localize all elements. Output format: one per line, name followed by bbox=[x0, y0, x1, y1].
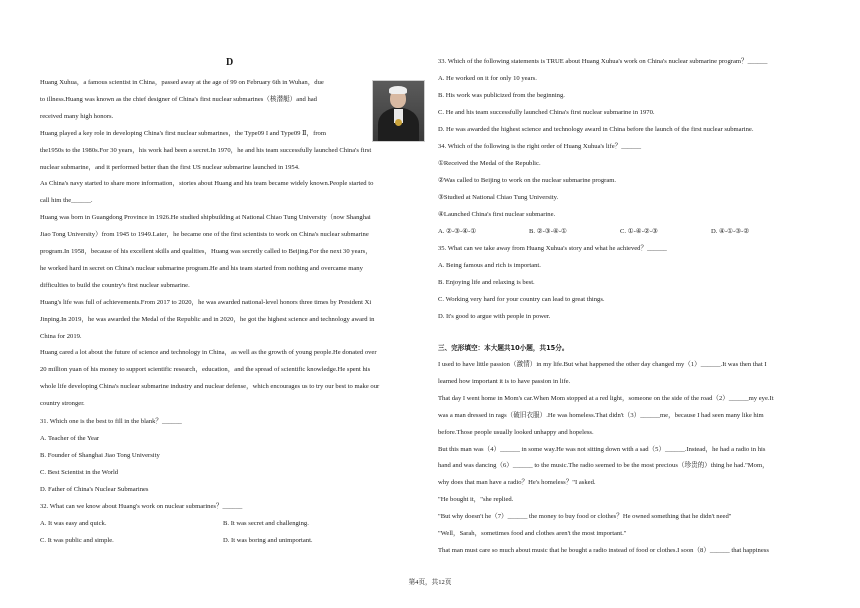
cloze-line: That day I went home in Mom's car.When Mom stopped at a red light，someone on the side of the road（2）______my eye.It bbox=[438, 394, 774, 402]
q34-event-1: ①Received the Medal of the Republic. bbox=[438, 160, 541, 167]
passage-line: Huang was born in Guangdong Province in 1926.He studied shipbuilding at National Chiao Tung University（now Shanghai bbox=[40, 214, 371, 222]
q35-option-b: B. Enjoying life and relaxing is best. bbox=[438, 279, 535, 286]
q31-option-b: B. Founder of Shanghai Jiao Tong University bbox=[40, 452, 160, 459]
passage-line: call him the______. bbox=[40, 197, 93, 205]
page-footer: 第4页，共12页 bbox=[408, 579, 452, 586]
cloze-line: That man must care so much about music that he bought a radio instead of food or clothes.I soon（8）______ that happiness bbox=[438, 546, 769, 554]
q32-option-b: B. It was secret and challenging. bbox=[223, 520, 309, 527]
cloze-line: before.Those people usually looked unhappy and hopeless. bbox=[438, 428, 594, 436]
passage-line: China for 2019. bbox=[40, 332, 82, 340]
q34-event-4: ④Launched China's first nuclear submarine. bbox=[438, 211, 556, 218]
passage-line: Jinping.In 2019，he was awarded the Medal of the Republic and in 2020，he got the highest science and technology award in bbox=[40, 315, 375, 323]
q31-option-a: A. Teacher of the Year bbox=[40, 435, 100, 442]
q32-option-a: A. It was easy and quick. bbox=[40, 520, 107, 527]
cloze-line: "Well，Sarah，sometimes food and clothes aren't the most important." bbox=[438, 530, 627, 537]
q34-event-3: ③Studied at National Chiao Tung University. bbox=[438, 194, 559, 201]
passage-line: Jiao Tong University）from 1945 to 1949.Later，he became one of the first scientists to work on China's nuclear submarine bbox=[40, 231, 369, 239]
cloze-line: why does that man have a radio？He's homeless？"I asked. bbox=[438, 479, 596, 487]
q31-option-d: D. Father of China's Nuclear Submarines bbox=[40, 486, 149, 493]
q35-option-d: D. It's good to argue with people in power. bbox=[438, 313, 551, 320]
q33-stem: 33. Which of the following statements is TRUE about Huang Xuhua's work on China's nuclear submarine program？______ bbox=[438, 58, 768, 65]
passage-line: Huang's life was full of achievements.From 2017 to 2020，he was awarded national-level honors three times by President Xi bbox=[40, 298, 372, 306]
q33-option-c: C. He and his team successfully launched China's first nuclear submarine in 1970. bbox=[438, 109, 655, 116]
q31-option-c: C. Best Scientist in the World bbox=[40, 469, 119, 476]
q31-stem: 31. Which one is the best to fill in the blank？______ bbox=[40, 418, 182, 425]
passage-line: 20 million yuan of his money to support scientific research，education，and the spread of scientific knowledge.He spent his bbox=[40, 366, 371, 374]
q34-stem: 34. Which of the following is the right order of Huang Xuhua's life？______ bbox=[438, 143, 642, 150]
q33-option-a: A. He worked on it for only 10 years. bbox=[438, 75, 537, 82]
passage-line: program.In 1958，because of his excellent skills and qualities，Huang was secretly called to Beijing.For the next 30 years， bbox=[40, 248, 372, 255]
cloze-line: learned how important it is to have passion in life. bbox=[438, 377, 571, 385]
passage-line: he worked hard in secret on China's nuclear submarine program.He and his team started from nothing and overcame many bbox=[40, 264, 363, 272]
q34-option-c: C. ①-④-②-③ bbox=[620, 228, 658, 235]
q34-option-d: D. ④-①-③-② bbox=[711, 228, 750, 235]
q33-option-b: B. His work was publicized from the beginning. bbox=[438, 92, 565, 99]
q35-option-a: A. Being famous and rich is important. bbox=[438, 262, 541, 269]
cloze-line: But this man was（4）______ in some way.He was not sitting down with a sad（5）______.Instead，he had a radio in his bbox=[438, 445, 766, 453]
passage-line: Huang played a key role in developing China's first nuclear submarines，the Type09 I and Type09 Ⅱ，from bbox=[40, 129, 326, 137]
passage-line: As China's navy started to share more information，stories about Huang and his team became widely known.People started to bbox=[40, 180, 374, 188]
passage-line: country stronger. bbox=[40, 400, 85, 408]
q34-option-a: A. ②-③-④-① bbox=[438, 228, 477, 235]
passage-line: Huang cared a lot about the future of science and technology in China，as well as the growth of young people.He donated over bbox=[40, 349, 377, 357]
q35-stem: 35. What can we take away from Huang Xuhua's story and what he achieved？______ bbox=[438, 245, 667, 252]
passage-line: difficulties to build the country's first nuclear submarine. bbox=[40, 281, 190, 289]
cloze-line: hand and was dancing（6）______ to the music.The radio seemed to be the most precious（珍贵的）thing he had."Mom， bbox=[438, 462, 769, 470]
passage-line: whole life developing China's nuclear submarine industry and nuclear defense，which encourages us to try our best to make our bbox=[40, 383, 380, 391]
passage-line: to illness.Huang was known as the chief designer of China's first nuclear submarines（核潜艇）and had bbox=[40, 95, 317, 103]
passage-line: received many high honors. bbox=[40, 112, 114, 120]
q34-option-b: B. ②-③-④-① bbox=[529, 228, 567, 235]
cloze-line: was a man dressed in rags（破旧衣服）.He was homeless.That didn't（3）______me，because I had seen many like him bbox=[438, 411, 764, 419]
passage-line: the1950s to the 1980s.For 30 years，his work had been a secret.In 1970，he and his team successfully launched China's first bbox=[40, 146, 372, 154]
cloze-line: "He bought it，"she replied. bbox=[438, 496, 514, 504]
q34-event-2: ②Was called to Beijing to work on the nuclear submarine program. bbox=[438, 177, 617, 184]
q32-option-d: D. It was boring and unimportant. bbox=[223, 537, 313, 544]
section-3-header: 三、完形填空：本大题共10小题，共15分。 bbox=[438, 344, 569, 352]
portrait-photo bbox=[372, 80, 425, 142]
passage-line: nuclear submarine，and it performed better than the first US nuclear submarine launched in 1954. bbox=[40, 163, 300, 171]
q33-option-d: D. He was awarded the highest science and technology award in China before the launch of the first nuclear submarine. bbox=[438, 126, 754, 133]
cloze-line: I used to have little passion（激情）in my life.But what happened the other day changed my（1）______.It was then that I bbox=[438, 361, 767, 368]
passage-line: Huang Xuhua，a famous scientist in China，passed away at the age of 99 on February 6th in Wuhan，due bbox=[40, 79, 324, 86]
q32-stem: 32. What can we know about Huang's work on nuclear submarines？______ bbox=[40, 503, 243, 510]
passage-letter: D bbox=[226, 57, 234, 68]
cloze-line: "But why doesn't he（7）______ the money to buy food or clothes？He owned something that he didn't need" bbox=[438, 513, 732, 521]
q35-option-c: C. Working very hard for your country can lead to great things. bbox=[438, 296, 605, 303]
q32-option-c: C. It was public and simple. bbox=[40, 537, 114, 544]
